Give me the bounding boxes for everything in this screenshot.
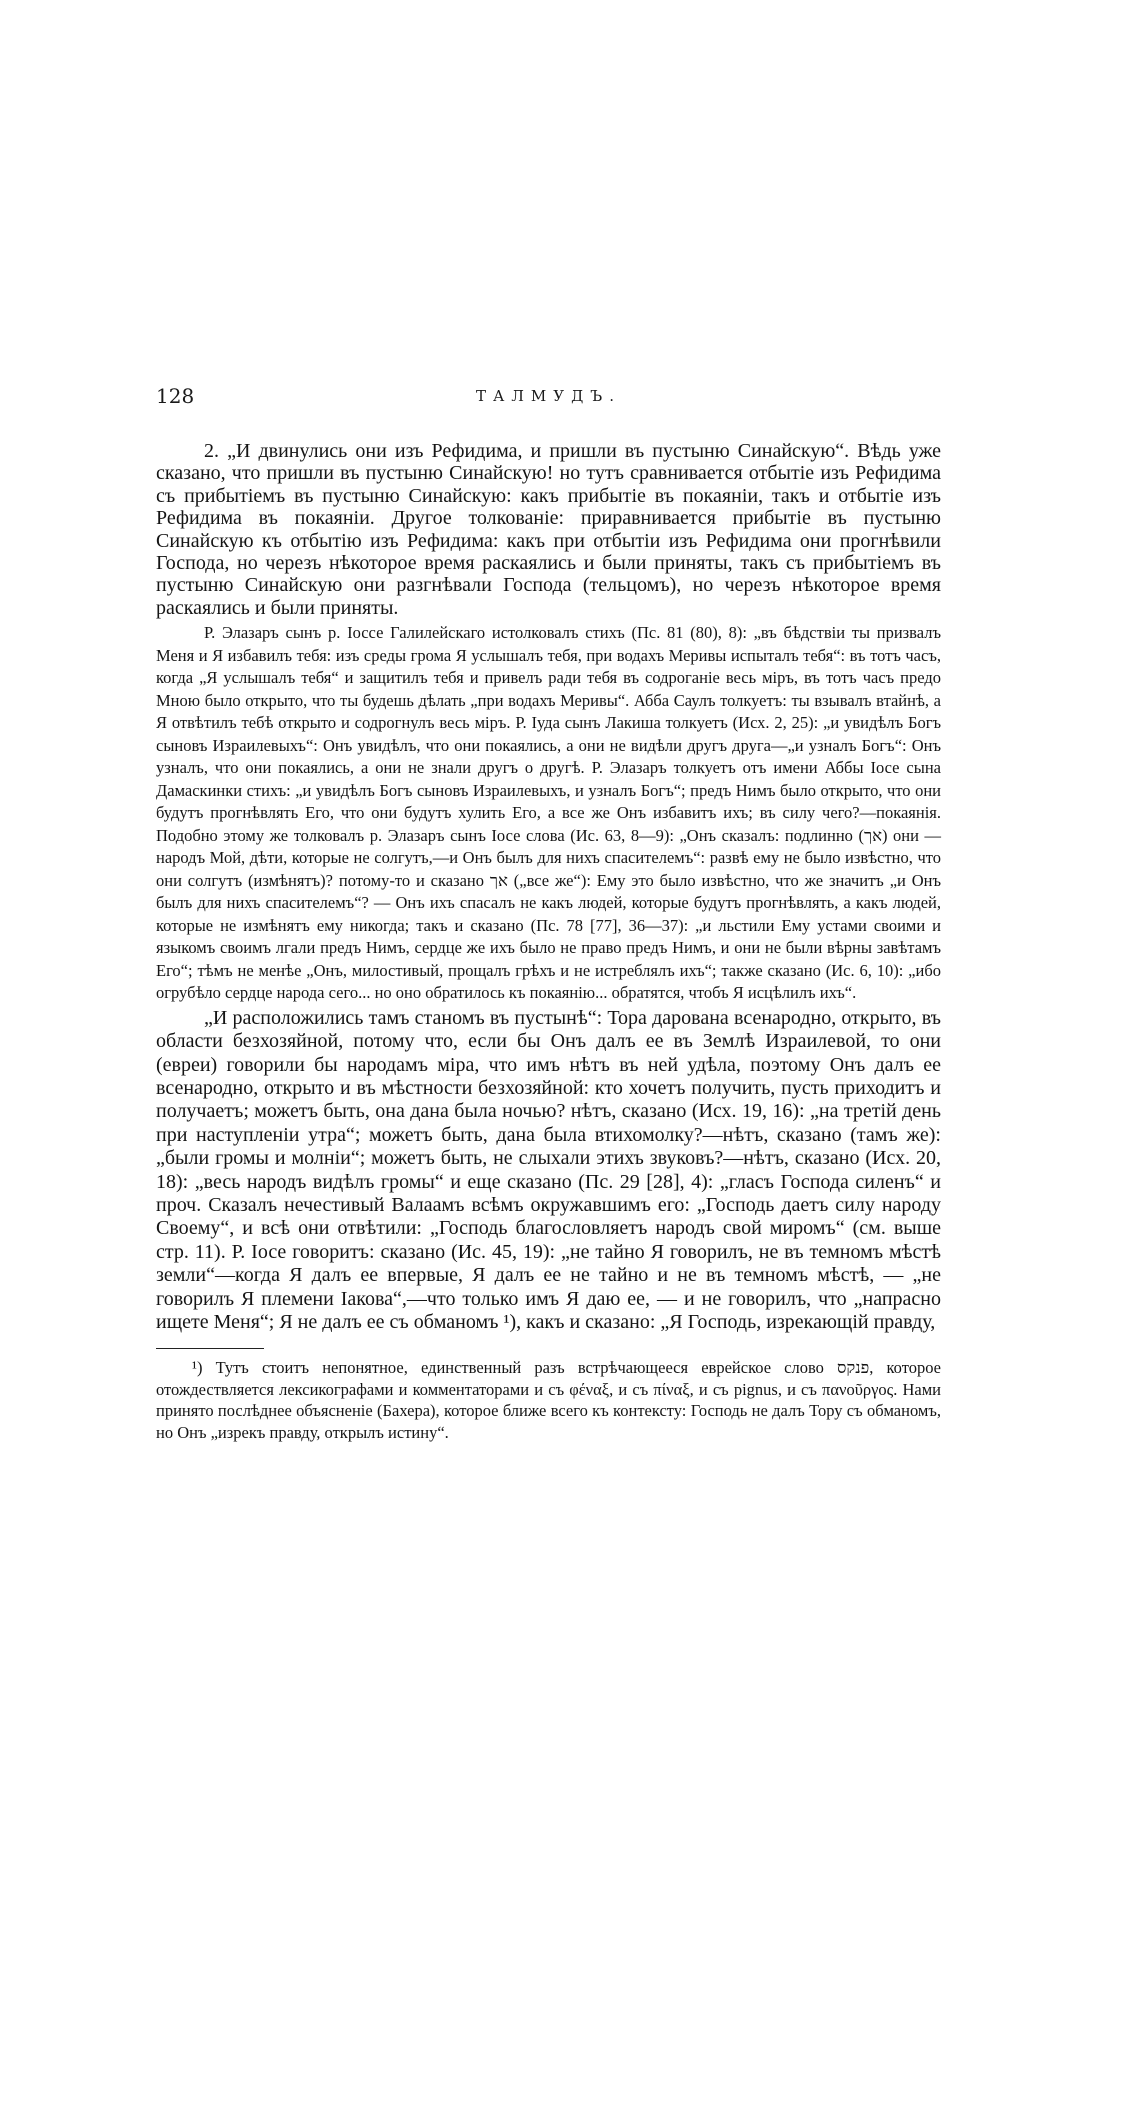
paragraph-departure-from-rephidim: 2. „И двинулись они изъ Рефидима, и пришли въ пустыню Синайскую“. Вѣдь уже сказано, что пришли въ пустыню Синайскую! но тутъ сравнивается отбытіе изъ Рефидима съ прибытіемъ въ пустыню Синайскую: какъ прибытіе въ покаяніи, такъ и отбытіе изъ Рефидима въ покаяніи. Другое толкованіе: приравнивается прибытіе въ пустыню Синайскую къ отбытію изъ Рефидима: какъ при отбытіи изъ Рефидима они прогнѣвили Господа, но черезъ нѣкоторое время раскаялись и были приняты, такъ съ прибытіемъ въ пустыню Синайскую они разгнѣвали Господа (тельцомъ), но черезъ нѣкоторое время раскаялись и были приняты. xyxy=(156,440,941,619)
paragraph-commentary-elazar: Р. Элазаръ сынъ р. Іоссе Галилейскаго истолковалъ стихъ (Пс. 81 (80), 8): „въ бѣдствіи ты призвалъ Меня и Я избавилъ тебя: изъ среды грома Я услышалъ тебя, при водахъ Меривы испыталъ тебя“: въ тотъ часъ, когда „Я услышалъ тебя“ и защитилъ тебя и привелъ ради тебя въ содроганіе весь міръ, въ тотъ часъ предо Мною было открыто, что ты будешь дѣлать „при водахъ Меривы“. Абба Саулъ толкуетъ: ты взывалъ втайнѣ, а Я отвѣтилъ тебѣ открыто и содрогнулъ весь міръ. Р. Іуда сынъ Лакиша толкуетъ (Исх. 2, 25): „и увидѣлъ Богъ сыновъ Израилевыхъ“: Онъ увидѣлъ, что они покаялись, а они не видѣли другъ друга—„и узналъ Богъ“: Онъ узналъ, что они покаялись, а они не знали другъ о другѣ. Р. Элазаръ толкуетъ отъ имени Аббы Іосе сына Дамаскинки стихъ: „и увидѣлъ Богъ сыновъ Израилевыхъ, и узналъ Богъ“; предъ Нимъ было открыто, что они будутъ прогнѣвлять Его, что они будутъ хулить Его, а все же Онъ избавитъ ихъ; въ силу чего?—покаянія. Подобно этому же толковалъ р. Элазаръ сынъ Іосе слова (Ис. 63, 8—9): „Онъ сказалъ: подлинно (אך) они — народъ Мой, дѣти, которые не солгутъ,—и Онъ былъ для нихъ спасителемъ“: развѣ ему не было извѣстно, что они солгутъ (измѣнятъ)? потому-то и сказано אך („все же“): Ему это было извѣстно, что же значитъ „и Онъ былъ для нихъ спасителемъ“? — Онъ ихъ спасалъ не какъ людей, которые будутъ прогнѣвлять, а какъ людей, которые не измѣнятъ ему никогда; такъ и сказано (Пс. 78 [77], 36—37): „и льстили Ему устами своими и языкомъ своимъ лгали предъ Нимъ, сердце же ихъ было не право предъ Нимъ, и они не были вѣрны завѣтамъ Его“; тѣмъ не менѣе „Онъ, милостивый, прощалъ грѣхъ и не истреблялъ ихъ“; также сказано (Ис. 6, 10): „ибо огрубѣло сердце народа сего... но оно обратилось къ покаянію... обратятся, чтобъ Я исцѣлилъ ихъ“. xyxy=(156,623,942,1003)
page-header xyxy=(156,384,941,414)
running-title: ТАЛМУДЪ. xyxy=(476,387,621,405)
page-body xyxy=(156,440,941,1443)
page-number: 128 xyxy=(156,384,195,408)
footnote-divider xyxy=(156,1348,264,1349)
paragraph-encamped-in-desert: „И расположились тамъ станомъ въ пустынѣ“: Тора дарована всенародно, открыто, въ области безхозяйной, потому что, если бы Онъ далъ ее въ Землѣ Израилевой, то они (евреи) говорили бы народамъ міра, что имъ нѣтъ въ ней удѣла, поэтому Онъ далъ ее всенародно, открыто и въ мѣстности безхозяйной: кто хочетъ получить, пусть приходитъ и получаетъ; можетъ быть, она дана была ночью? нѣтъ, сказано (Исх. 19, 16): „на третій день при наступленіи утра“; можетъ быть, дана была втихомолку?—нѣтъ, сказано (тамъ же): „были громы и молніи“; можетъ быть, не слыхали этихъ звуковъ?—нѣтъ, сказано (Исх. 20, 18): „весь народъ видѣлъ громы“ и еще сказано (Пс. 29 [28], 4): „гласъ Господа силенъ“ и проч. Сказалъ нечестивый Валаамъ всѣмъ окружавшимъ его: „Господь даетъ силу народу Своему“, и всѣ они отвѣтили: „Господь благословляетъ народъ свой миромъ“ (см. выше стр. 11). Р. Іосе говоритъ: сказано (Ис. 45, 19): „не тайно Я говорилъ, не въ темномъ мѣстѣ земли“—когда Я далъ ее впервые, Я далъ ее не тайно и не въ темномъ мѣстѣ, — „не говорилъ Я племени Іакова“,—что только имъ Я даю ее, — и не говорилъ, что „напрасно ищете Меня“; Я не далъ ее съ обманомъ ¹), какъ и сказано: „Я Господь, изрекающій правду, xyxy=(156,1006,941,1334)
footnote: ¹) Тутъ стоитъ непонятное, единственный разъ встрѣчающееся еврейское слово פנקס, которое отождествляется лексикографами и комментаторами и съ φέναξ, и съ πίναξ, и съ pignus, и съ πανοῦργος. Нами принято послѣднее объясненіе (Бахера), которое ближе всего къ контексту: Господь не далъ Тору съ обманомъ, но Онъ „изрекъ правду, открылъ истину“. xyxy=(156,1358,941,1442)
